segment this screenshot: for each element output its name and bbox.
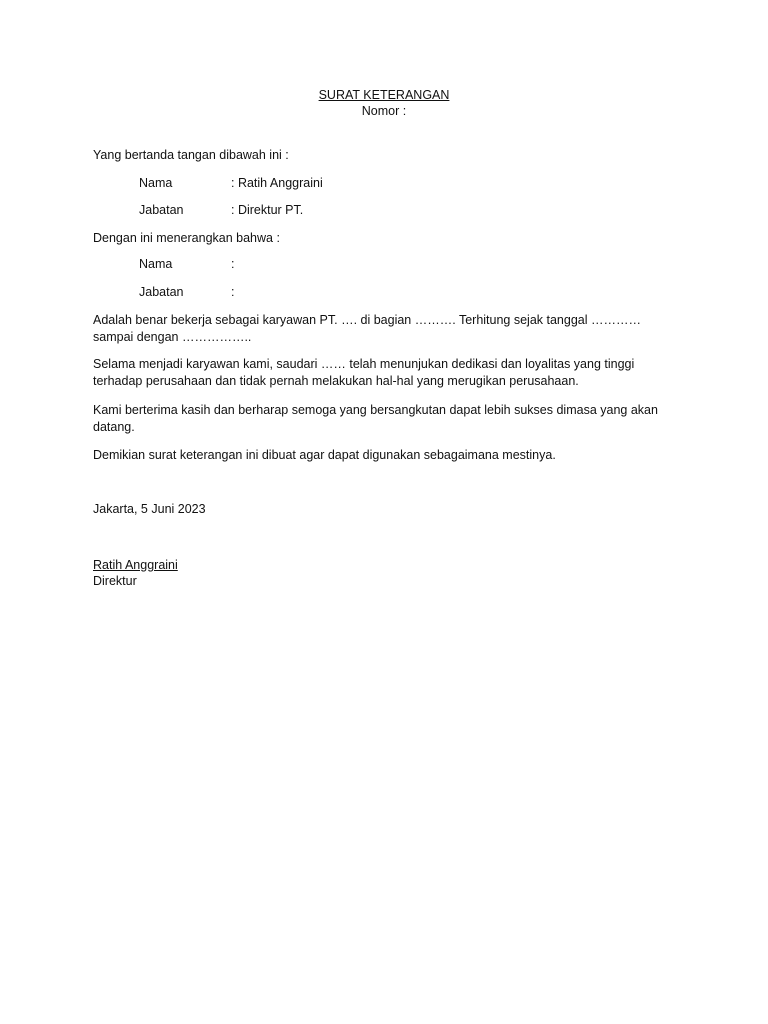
letter-number: Nomor : <box>361 104 407 118</box>
subject-name-value: : <box>231 257 235 271</box>
subject-name-label: Nama <box>139 257 173 271</box>
paragraph-closing: Demikian surat keterangan ini dibuat agar dapat digunakan sebagaimana mestinya. <box>93 448 556 462</box>
signature-title: Direktur <box>93 574 137 588</box>
paragraph-dedication: Selama menjadi karyawan kami, saudari …… telah menunjukan dedikasi dan loyalitas yang tinggi terhadap perusahaan dan tidak pernah melakukan hal-hal yang merugikan perusahaan. <box>93 357 635 388</box>
statement-intro: Dengan ini menerangkan bahwa : <box>93 231 280 245</box>
place-date: Jakarta, 5 Juni 2023 <box>93 502 206 516</box>
intro-line: Yang bertanda tangan dibawah ini : <box>93 148 289 162</box>
signer-name-value: : Ratih Anggraini <box>231 176 323 190</box>
signer-position-label: Jabatan <box>139 203 184 217</box>
signer-name-label: Nama <box>139 176 173 190</box>
subject-position-label: Jabatan <box>139 285 184 299</box>
signature-name: Ratih Anggraini <box>93 558 178 572</box>
subject-position-value: : <box>231 285 235 299</box>
paragraph-employment: Adalah benar bekerja sebagai karyawan PT. …. di bagian ………. Terhitung sejak tanggal ………… sampai dengan …………….. <box>93 313 641 344</box>
letter-title: SURAT KETERANGAN <box>318 88 450 102</box>
paragraph-thanks: Kami berterima kasih dan berharap semoga yang bersangkutan dapat lebih sukses dimasa yang akan datang. <box>93 403 658 434</box>
signer-position-value: : Direktur PT. <box>231 203 304 217</box>
